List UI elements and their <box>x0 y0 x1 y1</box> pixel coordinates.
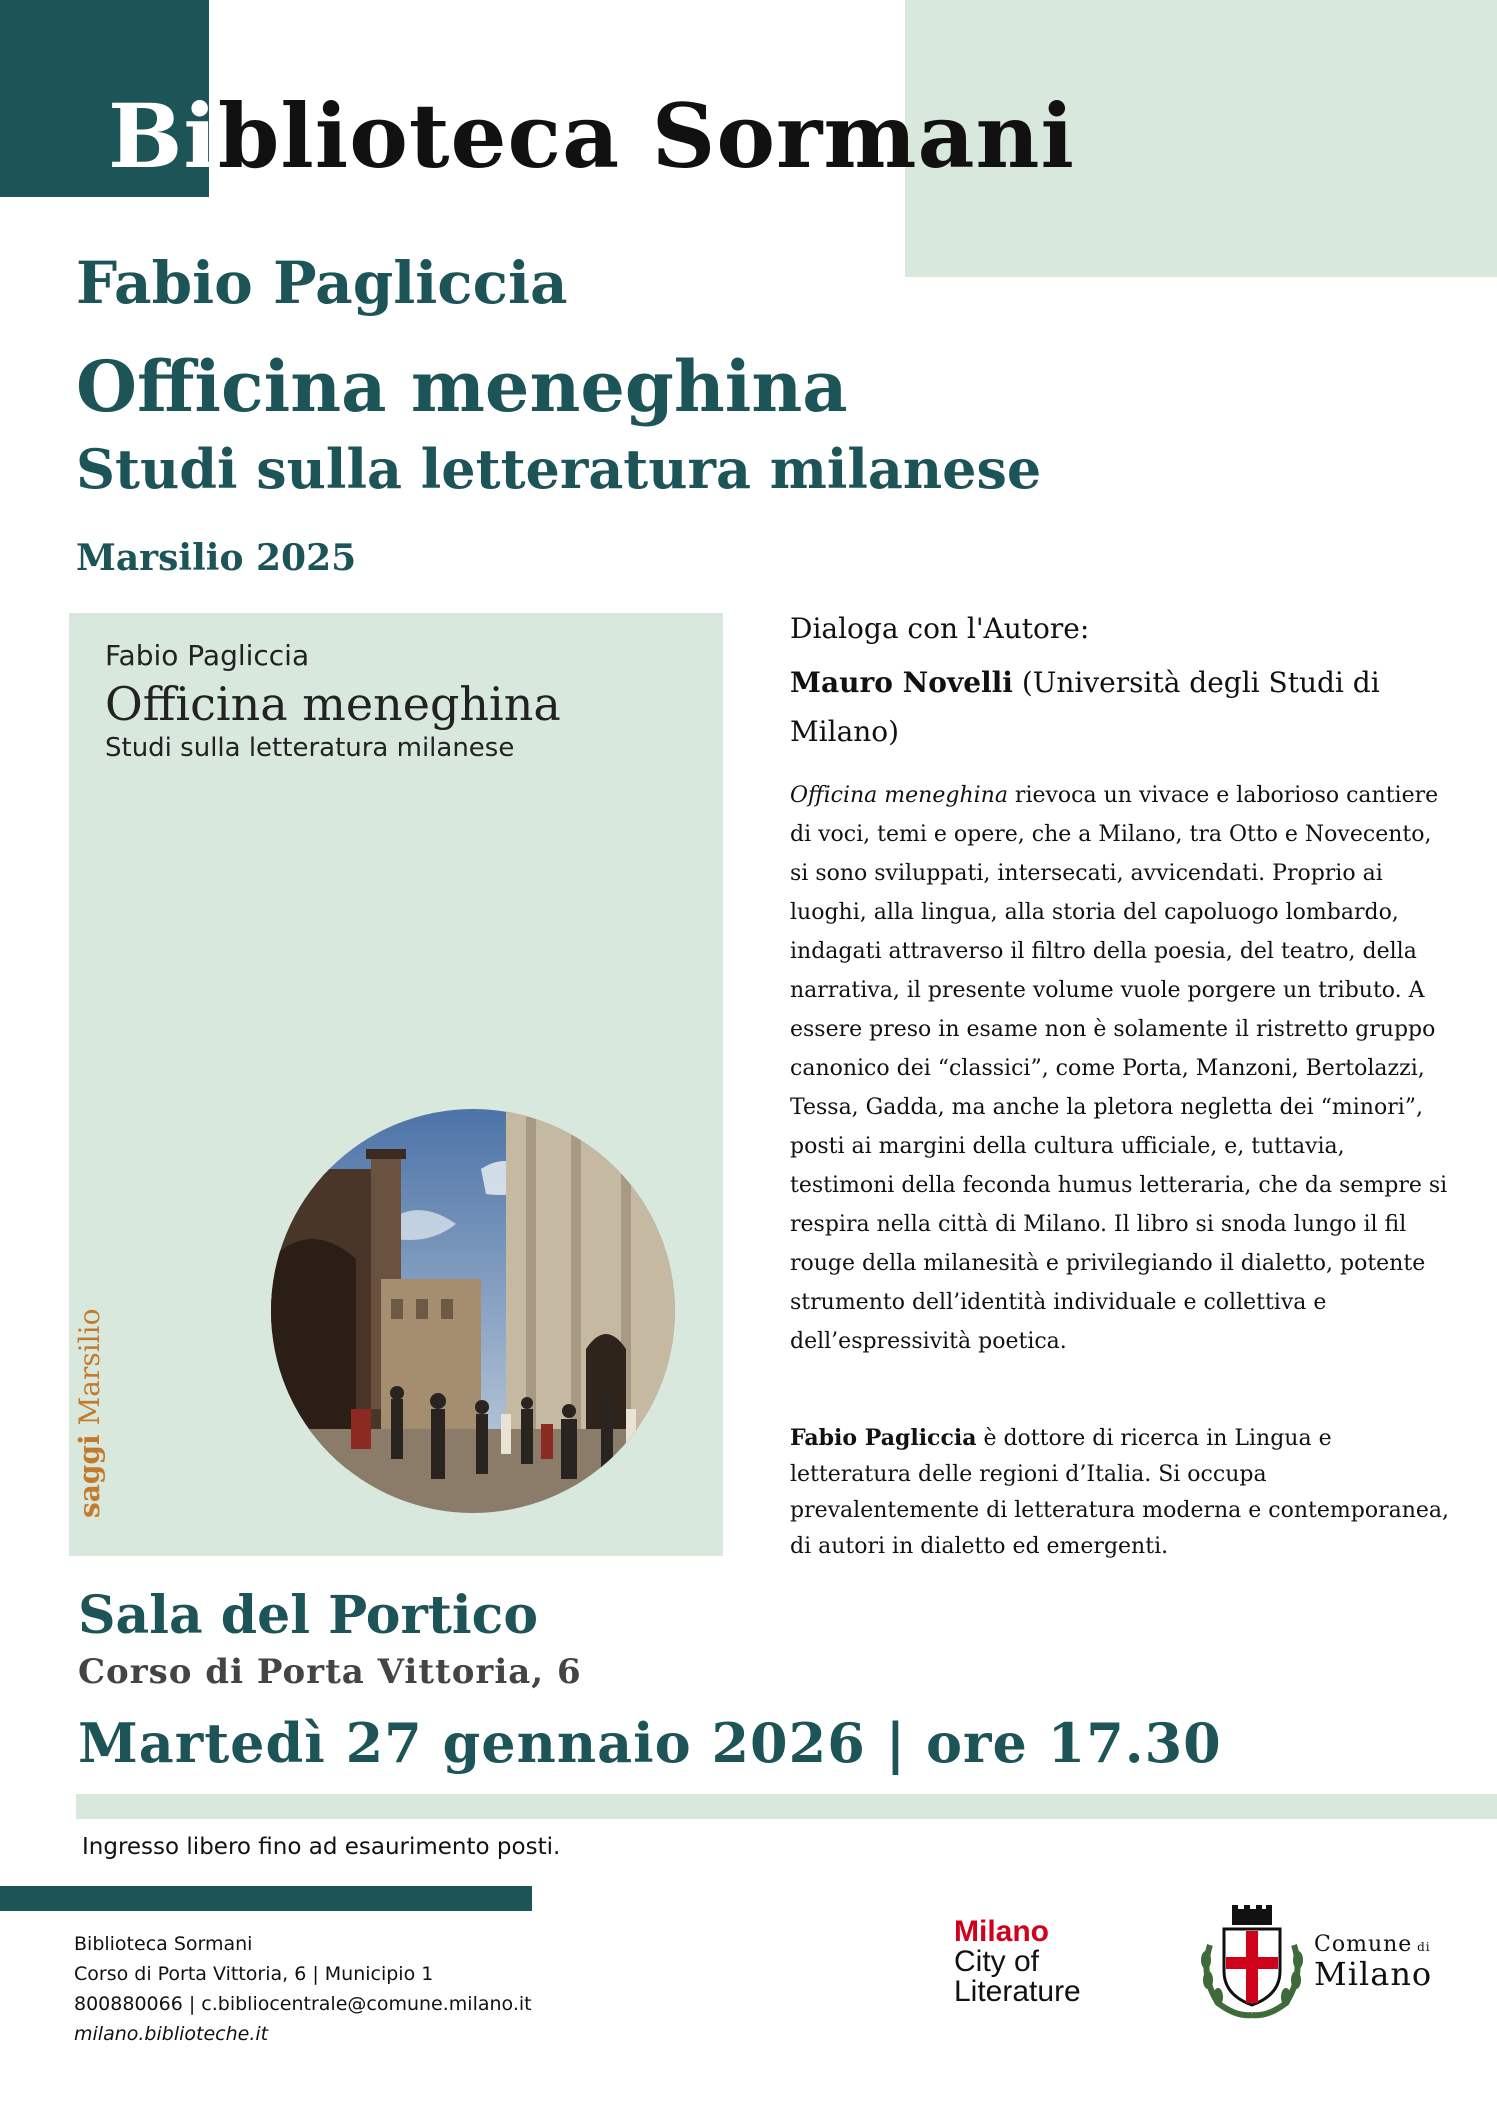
book-title: Officina meneghina <box>76 345 848 428</box>
comune-di-milano-logo: Comune di Milano <box>1314 1932 1433 1993</box>
divider-dark <box>0 1886 532 1911</box>
footer-phone-email[interactable]: 800880066 | c.bibliocentrale@comune.milano.it <box>74 1993 532 2015</box>
description-lead: Officina meneghina <box>790 783 1008 808</box>
milano-city-of-literature-logo: Milano City of Literature <box>954 1915 1081 2008</box>
cover-author: Fabio Pagliccia <box>105 639 310 672</box>
painting-illustration <box>271 1109 675 1513</box>
bio-text: è dottore di ricerca in Lingua e letteratura delle regioni d’Italia. Si occupa prevalentemente di letteratura moderna e contemporanea, di autori in dialetto ed emergenti. <box>790 1426 1450 1559</box>
cover-subtitle: Studi sulla letteratura milanese <box>105 733 515 763</box>
dialog-label: Dialoga con l'Autore: <box>790 612 1090 645</box>
footer-address: Corso di Porta Vittoria, 6 | Municipio 1 <box>74 1963 434 1985</box>
moderator <box>790 658 1450 756</box>
footer-library: Biblioteca Sormani <box>74 1933 253 1955</box>
description-body: rievoca un vivace e laborioso cantiere di voci, temi e opere, che a Milano, tra Otto e Novecento, si sono sviluppati, intersecati, avvicendati. Proprio ai luoghi, alla lingua, alla storia del capoluogo lombardo, indagati attraverso il filtro della poesia, del teatro, della narrativa, il presente volume vuole porgere un tributo. A essere preso in esame non è solamente il ristretto gruppo canonico dei “classici”, come Porta, Manzoni, Bertolazzi, Tessa, Gadda, ma anche la pletora negletta dei “minori”, posti ai margini della cultura ufficiale, e, tuttavia, testimoni della feconda humus letteraria, che da sempre si respira nella città di Milano. Il libro si snoda lungo il fil rouge della milanesità e privilegiando il dialetto, potente strumento dell’identità individuale e collettiva e dell’espressività poetica. <box>790 783 1448 1354</box>
book-description <box>790 776 1450 1361</box>
cover-title: Officina meneghina <box>105 677 561 731</box>
library-name: Biblioteca Sormani <box>108 84 1075 188</box>
event-datetime: Martedì 27 gennaio 2026 | ore 17.30 <box>78 1711 1222 1775</box>
footer-contacts <box>74 1929 532 2049</box>
footer-website-link[interactable]: milano.biblioteche.it <box>74 2023 269 2045</box>
book-subtitle: Studi sulla letteratura milanese <box>76 437 1042 501</box>
bio-name: Fabio Pagliccia <box>790 1425 977 1451</box>
venue-name: Sala del Portico <box>78 1585 539 1646</box>
moderator-name: Mauro Novelli <box>790 666 1013 699</box>
moderator-affiliation: (Università degli Studi di Milano) <box>790 666 1380 748</box>
divider-light <box>76 1794 1497 1819</box>
book-cover <box>69 613 723 1556</box>
event-author: Fabio Pagliccia <box>76 249 568 317</box>
publisher-year: Marsilio 2025 <box>76 537 357 579</box>
entry-note: Ingresso libero fino ad esaurimento posti. <box>82 1834 561 1860</box>
comune-crest-icon <box>1196 1905 1308 2019</box>
cover-series-spine: saggi Marsilio <box>73 1308 106 1518</box>
venue-address: Corso di Porta Vittoria, 6 <box>78 1652 582 1692</box>
author-bio <box>790 1420 1450 1565</box>
cover-painting-image <box>271 1109 675 1513</box>
